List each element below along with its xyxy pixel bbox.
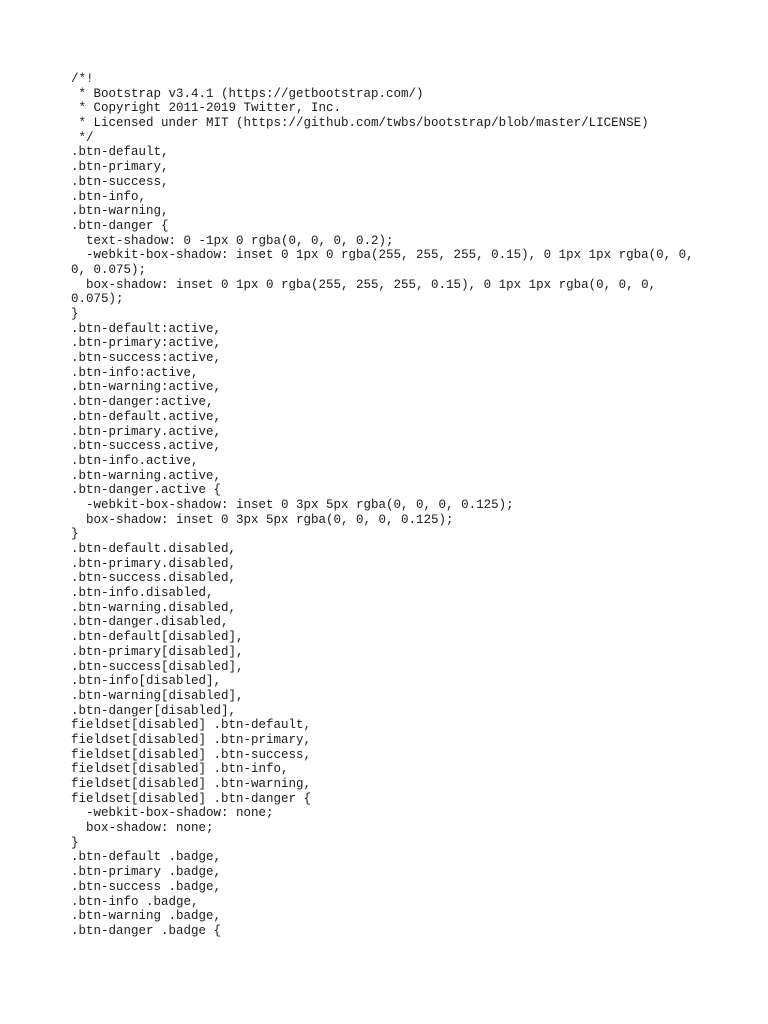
code-line: .btn-danger { [71,218,169,233]
code-line: .btn-danger:active, [71,395,214,410]
code-line [71,939,731,954]
code-line: } [71,835,79,850]
code-line: * Copyright 2011-2019 Twitter, Inc. [71,101,342,116]
code-line: .btn-danger.active { [71,483,222,498]
code-line: .btn-success[disabled], [71,659,244,674]
code-line: box-shadow: none; [71,821,214,836]
code-line: fieldset[disabled] .btn-info, [71,762,289,777]
code-line: 0, 0.075); [71,262,147,277]
code-line: .btn-default[disabled], [71,630,244,645]
code-document [71,72,731,953]
code-line: .btn-primary:active, [71,336,222,351]
code-line: .btn-info[disabled], [71,674,222,689]
code-line: .btn-success:active, [71,351,222,366]
code-line: } [71,527,79,542]
code-line: .btn-primary, [71,160,169,175]
code-line: * Bootstrap v3.4.1 (https://getbootstrap.com/) [71,86,424,101]
code-line: .btn-info, [71,189,147,204]
code-line: -webkit-box-shadow: none; [71,806,274,821]
code-line: .btn-warning[disabled], [71,688,244,703]
code-line: .btn-warning.active, [71,468,222,483]
code-line: .btn-default, [71,145,169,160]
code-line: .btn-default.active, [71,409,222,424]
code-line: box-shadow: inset 0 3px 5px rgba(0, 0, 0, 0.125); [71,512,454,527]
code-line: .btn-primary.disabled, [71,556,237,571]
code-line: */ [71,130,94,145]
code-line: /*! [71,72,94,86]
code-line: .btn-primary.active, [71,424,222,439]
code-line: .btn-info:active, [71,365,199,380]
code-line: .btn-success .badge, [71,879,222,894]
code-line: box-shadow: inset 0 1px 0 rgba(255, 255, 255, 0.15), 0 1px 1px rgba(0, 0, 0, [71,277,657,292]
code-line: -webkit-box-shadow: inset 0 1px 0 rgba(255, 255, 255, 0.15), 0 1px 1px rgba(0, 0, [71,248,694,263]
code-line: * Licensed under MIT (https://github.com/twbs/bootstrap/blob/master/LICENSE) [71,116,649,131]
code-line: } [71,307,79,321]
code-line: .btn-warning, [71,204,169,219]
code-line: .btn-default.disabled, [71,542,237,556]
code-line: -webkit-box-shadow: inset 0 3px 5px rgba(0, 0, 0, 0.125); [71,497,514,512]
code-line: .btn-info .badge, [71,894,199,909]
code-line: .btn-success.active, [71,439,222,454]
code-line: text-shadow: 0 -1px 0 rgba(0, 0, 0, 0.2); [71,233,394,248]
code-line: .btn-danger.disabled, [71,615,229,630]
code-line: .btn-warning:active, [71,380,222,395]
code-line: .btn-danger[disabled], [71,703,237,718]
code-line: .btn-danger .badge { [71,923,222,938]
code-line: fieldset[disabled] .btn-primary, [71,732,312,747]
code-line: .btn-primary .badge, [71,865,222,880]
code-line: .btn-info.active, [71,453,199,468]
code-line: .btn-default .badge, [71,850,222,865]
code-line: fieldset[disabled] .btn-danger { [71,791,312,806]
code-line: .btn-warning .badge, [71,909,222,924]
code-line: .btn-warning.disabled, [71,600,237,615]
code-line: .btn-default:active, [71,321,222,336]
code-line: fieldset[disabled] .btn-warning, [71,777,312,791]
code-line: fieldset[disabled] .btn-success, [71,747,312,762]
code-line: .btn-success, [71,174,169,189]
code-line: .btn-success.disabled, [71,571,237,586]
code-line: .btn-info.disabled, [71,586,214,601]
code-line: 0.075); [71,292,124,307]
code-line: .btn-primary[disabled], [71,644,244,659]
code-line: fieldset[disabled] .btn-default, [71,718,312,733]
